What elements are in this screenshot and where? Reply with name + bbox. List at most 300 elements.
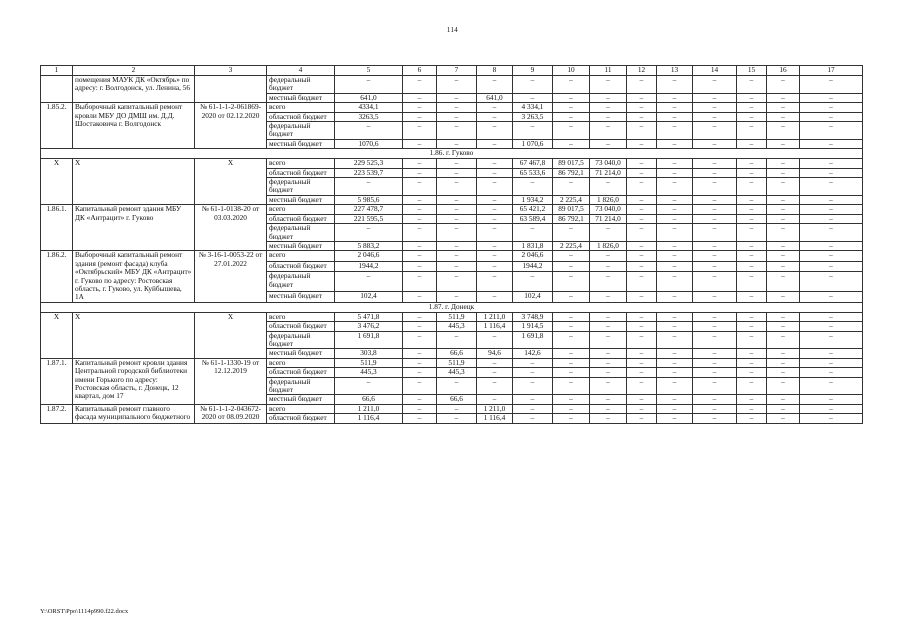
value-cell: – bbox=[437, 93, 477, 102]
value-cell: – bbox=[403, 377, 437, 395]
column-header: 11 bbox=[590, 66, 627, 76]
value-cell: 1944,2 bbox=[335, 261, 403, 272]
value-cell: – bbox=[437, 292, 477, 303]
value-cell: – bbox=[693, 251, 737, 262]
value-cell: – bbox=[590, 312, 627, 321]
value-cell: 2 046,6 bbox=[513, 251, 553, 262]
value-cell: 1 914,5 bbox=[513, 322, 553, 331]
value-cell: – bbox=[657, 103, 693, 112]
value-cell: – bbox=[403, 103, 437, 112]
item-description: Выборочный капитальный ремонт кровли МБУ ДО ДМШ им. Д.Д. Шостаковича г. Волгодонск bbox=[73, 103, 195, 149]
budget-label: федеральный бюджет bbox=[267, 331, 335, 349]
value-cell: – bbox=[800, 377, 863, 395]
value-cell: – bbox=[553, 292, 590, 303]
value-cell: – bbox=[437, 272, 477, 292]
value-cell: – bbox=[767, 358, 800, 367]
value-cell: – bbox=[477, 159, 513, 168]
value-cell: – bbox=[513, 122, 553, 140]
value-cell: – bbox=[737, 93, 767, 102]
value-cell: – bbox=[767, 395, 800, 404]
value-cell: – bbox=[767, 368, 800, 377]
value-cell: – bbox=[437, 214, 477, 223]
value-cell: – bbox=[513, 404, 553, 413]
value-cell: – bbox=[693, 195, 737, 204]
value-cell: – bbox=[627, 322, 657, 331]
value-cell: – bbox=[657, 292, 693, 303]
value-cell: – bbox=[767, 205, 800, 214]
value-cell: 1070,6 bbox=[335, 139, 403, 148]
item-description: Х bbox=[73, 312, 195, 358]
value-cell: – bbox=[737, 241, 767, 250]
value-cell: – bbox=[627, 404, 657, 413]
value-cell: – bbox=[800, 404, 863, 413]
value-cell: – bbox=[737, 122, 767, 140]
value-cell: 89 017,5 bbox=[553, 205, 590, 214]
value-cell: – bbox=[403, 272, 437, 292]
value-cell: – bbox=[590, 272, 627, 292]
value-cell: – bbox=[403, 312, 437, 321]
value-cell: 1 691,8 bbox=[513, 331, 553, 349]
value-cell: 1944,2 bbox=[513, 261, 553, 272]
value-cell: – bbox=[437, 414, 477, 423]
value-cell: – bbox=[737, 261, 767, 272]
value-cell: – bbox=[437, 224, 477, 242]
value-cell: – bbox=[693, 395, 737, 404]
value-cell: – bbox=[800, 331, 863, 349]
column-header: 14 bbox=[693, 66, 737, 76]
value-cell: 511,9 bbox=[437, 358, 477, 367]
value-cell: – bbox=[590, 139, 627, 148]
value-cell: – bbox=[693, 112, 737, 121]
value-cell: 73 040,0 bbox=[590, 205, 627, 214]
value-cell: 1 070,6 bbox=[513, 139, 553, 148]
value-cell: 102,4 bbox=[513, 292, 553, 303]
value-cell: – bbox=[627, 261, 657, 272]
section-title: 1.87. г. Донецк bbox=[41, 302, 863, 312]
value-cell: – bbox=[553, 251, 590, 262]
value-cell: – bbox=[403, 93, 437, 102]
value-cell: – bbox=[403, 404, 437, 413]
value-cell: – bbox=[737, 312, 767, 321]
value-cell: 63 589,4 bbox=[513, 214, 553, 223]
value-cell: – bbox=[477, 292, 513, 303]
value-cell: – bbox=[513, 93, 553, 102]
budget-label: областной бюджет bbox=[267, 414, 335, 423]
value-cell: – bbox=[553, 331, 590, 349]
value-cell: – bbox=[693, 168, 737, 177]
value-cell: – bbox=[437, 261, 477, 272]
value-cell: – bbox=[590, 331, 627, 349]
value-cell: 1 934,2 bbox=[513, 195, 553, 204]
budget-label: местный бюджет bbox=[267, 349, 335, 358]
value-cell: 102,4 bbox=[335, 292, 403, 303]
value-cell: – bbox=[627, 122, 657, 140]
value-cell: – bbox=[800, 292, 863, 303]
value-cell: – bbox=[800, 214, 863, 223]
value-cell: – bbox=[767, 112, 800, 121]
value-cell: – bbox=[657, 139, 693, 148]
value-cell: – bbox=[693, 178, 737, 196]
value-cell: – bbox=[403, 178, 437, 196]
value-cell: 1 116,4 bbox=[477, 414, 513, 423]
value-cell: – bbox=[553, 178, 590, 196]
value-cell: – bbox=[657, 404, 693, 413]
value-cell: – bbox=[737, 214, 767, 223]
value-cell: – bbox=[800, 349, 863, 358]
item-document: № 61-1-1330-19 от 12.12.2019 bbox=[195, 358, 267, 404]
value-cell: – bbox=[403, 241, 437, 250]
value-cell: – bbox=[627, 159, 657, 168]
item-description: помещения МАУК ДК «Октябрь» по адресу: г. Волгодонск, ул. Ленина, 56 bbox=[73, 76, 195, 103]
value-cell: – bbox=[590, 251, 627, 262]
value-cell: – bbox=[403, 292, 437, 303]
value-cell: – bbox=[403, 159, 437, 168]
value-cell: – bbox=[693, 241, 737, 250]
value-cell: – bbox=[627, 395, 657, 404]
value-cell: – bbox=[477, 377, 513, 395]
item-document bbox=[195, 76, 267, 103]
value-cell: – bbox=[693, 312, 737, 321]
value-cell: 3263,5 bbox=[335, 112, 403, 121]
value-cell: – bbox=[553, 349, 590, 358]
value-cell: – bbox=[737, 368, 767, 377]
value-cell: – bbox=[403, 224, 437, 242]
item-number: 1.87.1. bbox=[41, 358, 73, 404]
value-cell: – bbox=[590, 377, 627, 395]
value-cell: – bbox=[627, 93, 657, 102]
value-cell: – bbox=[627, 224, 657, 242]
value-cell: – bbox=[403, 322, 437, 331]
value-cell: – bbox=[513, 358, 553, 367]
value-cell: – bbox=[553, 368, 590, 377]
value-cell: – bbox=[657, 251, 693, 262]
table-row bbox=[41, 251, 863, 262]
value-cell: – bbox=[477, 103, 513, 112]
value-cell: – bbox=[627, 292, 657, 303]
value-cell: – bbox=[737, 76, 767, 94]
value-cell: – bbox=[767, 322, 800, 331]
value-cell: 73 040,0 bbox=[590, 159, 627, 168]
value-cell: 66,6 bbox=[335, 395, 403, 404]
section-title: 1.86. г. Гуково bbox=[41, 149, 863, 159]
budget-label: областной бюджет bbox=[267, 112, 335, 121]
value-cell: – bbox=[800, 168, 863, 177]
value-cell: – bbox=[737, 292, 767, 303]
value-cell: – bbox=[800, 261, 863, 272]
budget-label: федеральный бюджет bbox=[267, 377, 335, 395]
header-row bbox=[41, 66, 863, 76]
value-cell: – bbox=[403, 331, 437, 349]
value-cell: – bbox=[767, 261, 800, 272]
value-cell: – bbox=[513, 414, 553, 423]
item-document: № 61-1-1-2-043672-2020 от 08.09.2020 bbox=[195, 404, 267, 423]
value-cell: 1 211,0 bbox=[335, 404, 403, 413]
column-header: 2 bbox=[73, 66, 195, 76]
page-number: 114 bbox=[446, 26, 459, 34]
value-cell: – bbox=[767, 178, 800, 196]
value-cell: – bbox=[627, 377, 657, 395]
value-cell: – bbox=[657, 414, 693, 423]
table-row bbox=[41, 312, 863, 321]
value-cell: 303,8 bbox=[335, 349, 403, 358]
value-cell: – bbox=[800, 241, 863, 250]
value-cell: – bbox=[477, 139, 513, 148]
value-cell: – bbox=[693, 292, 737, 303]
footer-file-path: Y:\ORST\Ppo\1114p990.f22.docx bbox=[40, 608, 129, 615]
value-cell: – bbox=[403, 122, 437, 140]
value-cell: – bbox=[513, 395, 553, 404]
budget-label: федеральный бюджет bbox=[267, 272, 335, 292]
value-cell: – bbox=[553, 272, 590, 292]
value-cell: – bbox=[800, 251, 863, 262]
value-cell: 67 467,8 bbox=[513, 159, 553, 168]
value-cell: 1 826,0 bbox=[590, 195, 627, 204]
value-cell: – bbox=[657, 331, 693, 349]
value-cell: – bbox=[437, 178, 477, 196]
value-cell: – bbox=[657, 241, 693, 250]
value-cell: 511,9 bbox=[335, 358, 403, 367]
value-cell: – bbox=[590, 368, 627, 377]
value-cell: – bbox=[627, 139, 657, 148]
value-cell: 66,6 bbox=[437, 395, 477, 404]
value-cell: 2 225,4 bbox=[553, 241, 590, 250]
value-cell: – bbox=[437, 251, 477, 262]
value-cell: – bbox=[403, 368, 437, 377]
value-cell: – bbox=[737, 349, 767, 358]
item-number: 1.86.1. bbox=[41, 205, 73, 251]
value-cell: – bbox=[553, 112, 590, 121]
value-cell: 1 831,8 bbox=[513, 241, 553, 250]
column-header: 15 bbox=[737, 66, 767, 76]
value-cell: – bbox=[800, 368, 863, 377]
value-cell: – bbox=[627, 168, 657, 177]
value-cell: – bbox=[657, 76, 693, 94]
value-cell: – bbox=[800, 312, 863, 321]
value-cell: – bbox=[657, 159, 693, 168]
value-cell: 1 116,4 bbox=[335, 414, 403, 423]
value-cell: – bbox=[553, 103, 590, 112]
value-cell: – bbox=[553, 404, 590, 413]
value-cell: – bbox=[767, 331, 800, 349]
value-cell: – bbox=[477, 261, 513, 272]
value-cell: – bbox=[657, 178, 693, 196]
value-cell: – bbox=[513, 377, 553, 395]
value-cell: – bbox=[403, 112, 437, 121]
value-cell: 1 116,4 bbox=[477, 322, 513, 331]
value-cell: 66,6 bbox=[437, 349, 477, 358]
value-cell: – bbox=[403, 358, 437, 367]
value-cell: – bbox=[590, 414, 627, 423]
value-cell: – bbox=[437, 195, 477, 204]
value-cell: – bbox=[627, 368, 657, 377]
item-number: 1.87.2. bbox=[41, 404, 73, 423]
value-cell: – bbox=[800, 178, 863, 196]
item-description: Капитальный ремонт главного фасада муниципального бюджетного bbox=[73, 404, 195, 423]
value-cell: – bbox=[657, 205, 693, 214]
item-description: Выборочный капитальный ремонт здания (ремонт фасада) клуба «Октябрьский» МБУ ДК «Антрацит» г. Гуково по адресу: Ростовская область, г. Гуково, ул. Куйбышева, 1А bbox=[73, 251, 195, 302]
value-cell: 3 476,2 bbox=[335, 322, 403, 331]
value-cell: – bbox=[477, 76, 513, 94]
value-cell: 641,0 bbox=[335, 93, 403, 102]
value-cell: – bbox=[590, 395, 627, 404]
value-cell: 2 046,6 bbox=[335, 251, 403, 262]
value-cell: – bbox=[553, 358, 590, 367]
column-header: 13 bbox=[657, 66, 693, 76]
value-cell: 221 595,5 bbox=[335, 214, 403, 223]
value-cell: 445,3 bbox=[437, 368, 477, 377]
value-cell: – bbox=[403, 414, 437, 423]
value-cell: – bbox=[657, 395, 693, 404]
budget-label: федеральный бюджет bbox=[267, 178, 335, 196]
value-cell: – bbox=[437, 168, 477, 177]
value-cell: – bbox=[335, 377, 403, 395]
value-cell: – bbox=[737, 178, 767, 196]
value-cell: – bbox=[693, 272, 737, 292]
value-cell: 142,6 bbox=[513, 349, 553, 358]
value-cell: – bbox=[693, 122, 737, 140]
value-cell: 86 792,1 bbox=[553, 168, 590, 177]
value-cell: 1 691,8 bbox=[335, 331, 403, 349]
value-cell: 2 225,4 bbox=[553, 195, 590, 204]
budget-label: всего bbox=[267, 358, 335, 367]
value-cell: – bbox=[737, 272, 767, 292]
value-cell: – bbox=[590, 76, 627, 94]
value-cell: – bbox=[657, 195, 693, 204]
column-header: 9 bbox=[513, 66, 553, 76]
value-cell: – bbox=[590, 224, 627, 242]
value-cell: – bbox=[627, 112, 657, 121]
value-cell: – bbox=[590, 103, 627, 112]
value-cell: – bbox=[767, 241, 800, 250]
item-description: Капитальный ремонт здания МБУ ДК «Антрацит» г. Гуково bbox=[73, 205, 195, 251]
value-cell: – bbox=[477, 395, 513, 404]
column-header: 1 bbox=[41, 66, 73, 76]
value-cell: 445,3 bbox=[335, 368, 403, 377]
value-cell: 511,9 bbox=[437, 312, 477, 321]
value-cell: – bbox=[800, 159, 863, 168]
value-cell: – bbox=[693, 103, 737, 112]
value-cell: 5 985,6 bbox=[335, 195, 403, 204]
value-cell: – bbox=[437, 122, 477, 140]
value-cell: 3 263,5 bbox=[513, 112, 553, 121]
value-cell: – bbox=[590, 292, 627, 303]
value-cell: 65 421,2 bbox=[513, 205, 553, 214]
budget-table bbox=[40, 65, 863, 424]
value-cell: – bbox=[737, 251, 767, 262]
value-cell: – bbox=[767, 159, 800, 168]
column-header: 6 bbox=[403, 66, 437, 76]
value-cell: – bbox=[767, 214, 800, 223]
budget-label: местный бюджет bbox=[267, 139, 335, 148]
budget-label: областной бюджет bbox=[267, 261, 335, 272]
item-document: Х bbox=[195, 159, 267, 205]
value-cell: – bbox=[627, 214, 657, 223]
value-cell: – bbox=[590, 404, 627, 413]
value-cell: – bbox=[335, 272, 403, 292]
value-cell: – bbox=[657, 112, 693, 121]
value-cell: – bbox=[335, 76, 403, 94]
value-cell: – bbox=[800, 112, 863, 121]
value-cell: – bbox=[800, 395, 863, 404]
value-cell: 3 748,9 bbox=[513, 312, 553, 321]
value-cell: – bbox=[513, 272, 553, 292]
column-header: 17 bbox=[800, 66, 863, 76]
value-cell: – bbox=[800, 322, 863, 331]
value-cell: – bbox=[553, 76, 590, 94]
value-cell: – bbox=[767, 404, 800, 413]
value-cell: – bbox=[477, 112, 513, 121]
value-cell: – bbox=[657, 93, 693, 102]
value-cell: – bbox=[657, 214, 693, 223]
table-row bbox=[41, 103, 863, 112]
value-cell: 4 334,1 bbox=[513, 103, 553, 112]
value-cell: – bbox=[403, 349, 437, 358]
budget-label: всего bbox=[267, 404, 335, 413]
value-cell: – bbox=[693, 205, 737, 214]
value-cell: – bbox=[737, 322, 767, 331]
value-cell: – bbox=[693, 322, 737, 331]
value-cell: – bbox=[477, 358, 513, 367]
value-cell: – bbox=[737, 168, 767, 177]
table-row bbox=[41, 159, 863, 168]
item-document: № 3-16-1-0053-22 от 27.01.2022 bbox=[195, 251, 267, 302]
value-cell: – bbox=[800, 358, 863, 367]
column-header: 3 bbox=[195, 66, 267, 76]
value-cell: – bbox=[437, 139, 477, 148]
value-cell: – bbox=[403, 205, 437, 214]
value-cell: – bbox=[477, 251, 513, 262]
value-cell: – bbox=[737, 159, 767, 168]
column-header: 5 bbox=[335, 66, 403, 76]
item-number: 1.85.2. bbox=[41, 103, 73, 149]
value-cell: – bbox=[590, 261, 627, 272]
item-description: Х bbox=[73, 159, 195, 205]
budget-label: местный бюджет bbox=[267, 195, 335, 204]
value-cell: – bbox=[800, 205, 863, 214]
value-cell: – bbox=[553, 395, 590, 404]
value-cell: – bbox=[335, 122, 403, 140]
value-cell: – bbox=[737, 404, 767, 413]
value-cell: – bbox=[737, 139, 767, 148]
value-cell: – bbox=[657, 168, 693, 177]
value-cell: – bbox=[737, 205, 767, 214]
value-cell: – bbox=[590, 93, 627, 102]
value-cell: 1 826,0 bbox=[590, 241, 627, 250]
value-cell: – bbox=[737, 224, 767, 242]
value-cell: – bbox=[513, 224, 553, 242]
value-cell: – bbox=[767, 224, 800, 242]
budget-label: местный бюджет bbox=[267, 395, 335, 404]
value-cell: – bbox=[437, 76, 477, 94]
table-row bbox=[41, 404, 863, 413]
value-cell: – bbox=[767, 76, 800, 94]
budget-label: областной бюджет bbox=[267, 368, 335, 377]
value-cell: – bbox=[335, 178, 403, 196]
value-cell: – bbox=[737, 395, 767, 404]
value-cell: – bbox=[800, 139, 863, 148]
value-cell: – bbox=[553, 261, 590, 272]
value-cell: – bbox=[657, 377, 693, 395]
budget-label: областной бюджет bbox=[267, 168, 335, 177]
value-cell: – bbox=[590, 122, 627, 140]
value-cell: – bbox=[403, 76, 437, 94]
value-cell: 229 525,3 bbox=[335, 159, 403, 168]
value-cell: – bbox=[657, 349, 693, 358]
value-cell: – bbox=[403, 168, 437, 177]
table-row bbox=[41, 358, 863, 367]
item-document: № 61-1-1-2-061869-2020 от 02.12.2020 bbox=[195, 103, 267, 149]
value-cell: – bbox=[657, 272, 693, 292]
